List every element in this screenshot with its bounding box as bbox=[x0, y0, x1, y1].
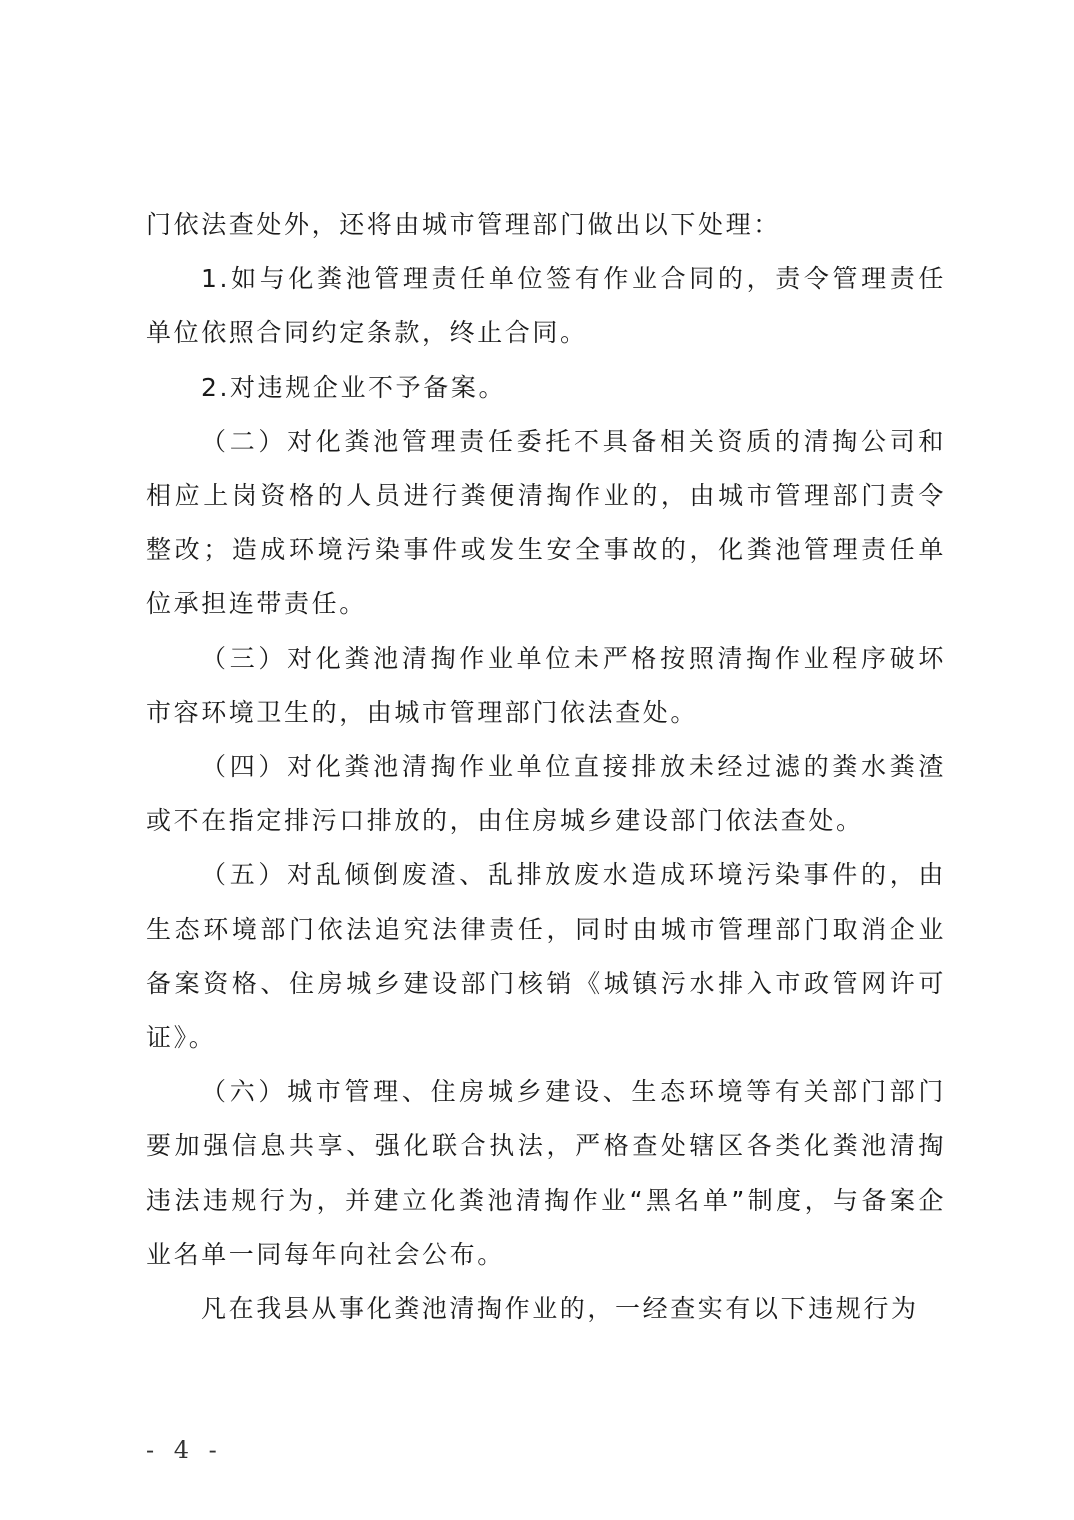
paragraph-closing: 凡在我县从事化粪池清掏作业的，一经查实有以下违规行为 bbox=[201, 1294, 919, 1324]
paragraph-section-5: （五）对乱倾倒废渣、乱排放废水造成环境污染事件的，由生态环境部门依法追究法律责任，同时由城市管理部门取消企业备案资格、住房城乡建设部门核销《城镇污水排入市政管网许可证》。 bbox=[146, 860, 946, 1053]
paragraph-section-3: （三）对化粪池清掏作业单位未严格按照清掏作业程序破坏市容环境卫生的，由城市管理部门依法查处。 bbox=[146, 643, 946, 727]
paragraph-item-1: 1.如与化粪池管理责任单位签有作业合同的，责令管理责任单位依照合同约定条款，终止合同。 bbox=[146, 264, 946, 348]
paragraph-section-4: （四）对化粪池清掏作业单位直接排放未经过滤的粪水粪渣或不在指定排污口排放的，由住房城乡建设部门依法查处。 bbox=[146, 752, 946, 836]
paragraph-section-2: （二）对化粪池管理责任委托不具备相关资质的清掏公司和相应上岗资格的人员进行粪便清掏作业的，由城市管理部门责令整改；造成环境污染事件或发生安全事故的，化粪池管理责任单位承担连带责任。 bbox=[146, 426, 946, 619]
document-body bbox=[146, 198, 946, 1336]
paragraph-continuation: 门依法查处外，还将由城市管理部门做出以下处理： bbox=[146, 210, 781, 239]
paragraph-item-2: 2.对违规企业不予备案。 bbox=[201, 372, 507, 402]
page-number: - 4 - bbox=[146, 1436, 223, 1464]
paragraph-section-6: （六）城市管理、住房城乡建设、生态环境等有关部门部门要加强信息共享、强化联合执法，严格查处辖区各类化粪池清掏违法违规行为，并建立化粪池清掏作业“黑名单”制度，与备案企业名单一同每年向社会公布。 bbox=[146, 1077, 946, 1269]
